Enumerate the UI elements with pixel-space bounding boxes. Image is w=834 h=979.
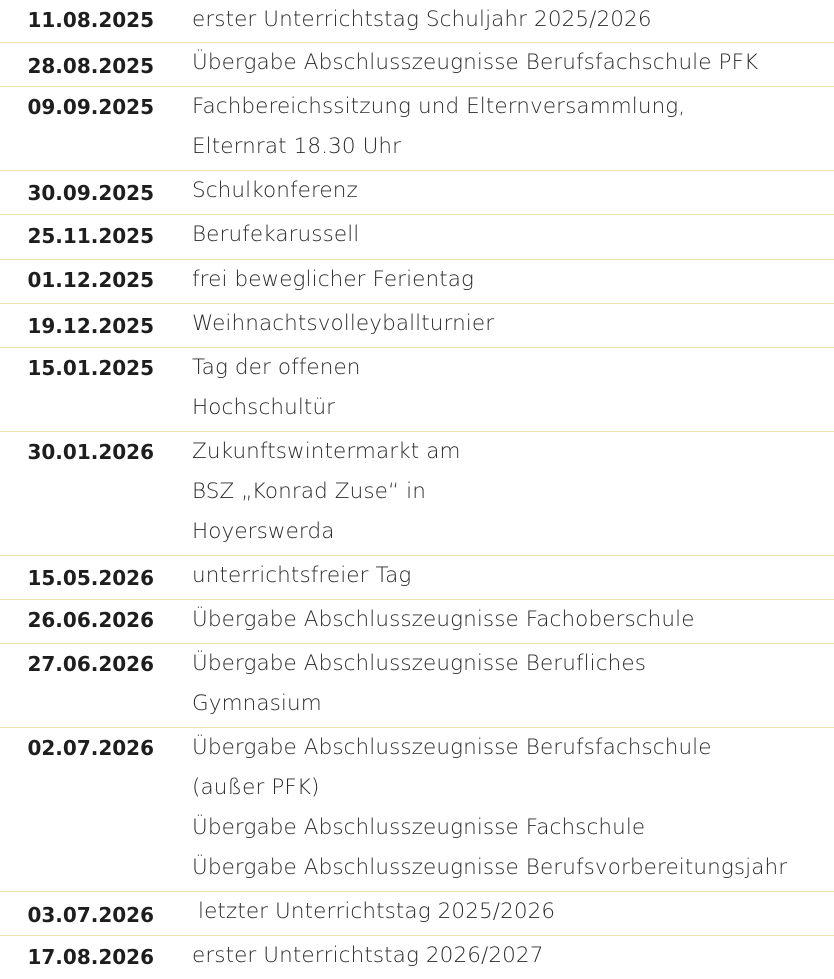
event-description (192, 87, 834, 167)
event-date: 30.09.2025 (27, 181, 154, 205)
event-text-line: Elternrat 18.30 Uhr (192, 134, 402, 159)
event-description (192, 600, 834, 640)
event-text-line: Zukunftswintermarkt am (192, 439, 461, 464)
event-description (192, 892, 834, 932)
event-text-line: Weihnachtsvolleyballturnier (192, 311, 495, 336)
schedule-row (0, 0, 834, 43)
schedule-row (0, 432, 834, 556)
event-date: 02.07.2026 (27, 736, 154, 760)
event-date: 19.12.2025 (27, 314, 154, 338)
event-text-line: Hochschultür (192, 395, 336, 420)
event-text-line: erster Unterrichtstag Schuljahr 2025/2026 (192, 7, 652, 32)
event-text-line: Hoyerswerda (192, 519, 335, 544)
event-description (192, 644, 834, 724)
event-date: 15.05.2026 (27, 566, 154, 590)
event-text-line: Übergabe Abschlusszeugnisse Berufsvorbereitungsjahr (192, 855, 788, 880)
schedule-row (0, 644, 834, 728)
event-date: 27.06.2026 (27, 652, 154, 676)
event-text-line: Fachbereichssitzung und Elternversammlung, (192, 94, 686, 119)
event-text-line: (außer PFK) (192, 775, 320, 800)
event-date: 26.06.2026 (27, 608, 154, 632)
event-description (192, 728, 834, 888)
schedule-row (0, 43, 834, 87)
schedule-row (0, 304, 834, 348)
event-description (192, 43, 834, 83)
event-date: 28.08.2025 (27, 54, 154, 78)
event-description (192, 936, 834, 976)
event-date: 15.01.2025 (27, 356, 154, 380)
event-description (192, 432, 834, 552)
event-description (192, 348, 834, 428)
event-description (192, 556, 834, 596)
event-description (192, 215, 834, 255)
event-text-line: letzter Unterrichtstag 2025/2026 (198, 899, 556, 924)
schedule-row (0, 215, 834, 260)
event-description (192, 171, 834, 211)
event-date: 11.08.2025 (27, 8, 154, 32)
event-text-line: frei beweglicher Ferientag (192, 267, 475, 292)
schedule-row (0, 171, 834, 215)
event-text-line: BSZ „Konrad Zuse“ in (192, 479, 426, 504)
event-date: 09.09.2025 (27, 95, 154, 119)
event-text-line: unterrichtsfreier Tag (192, 563, 412, 588)
schedule-row (0, 348, 834, 432)
event-description (192, 0, 834, 40)
schedule-row (0, 556, 834, 600)
schedule-row (0, 936, 834, 979)
event-text-line: Übergabe Abschlusszeugnisse Fachschule (192, 815, 646, 840)
event-text-line: Tag der offenen (192, 355, 361, 380)
schedule-row (0, 728, 834, 892)
event-text-line: Übergabe Abschlusszeugnisse Berufsfachschule PFK (192, 50, 759, 75)
event-text-line: Übergabe Abschlusszeugnisse Berufliches (192, 651, 647, 676)
event-text-line: Übergabe Abschlusszeugnisse Fachoberschule (192, 607, 695, 632)
event-text-line: Berufekarussell (192, 222, 360, 247)
event-date: 01.12.2025 (27, 268, 154, 292)
schedule-row (0, 892, 834, 936)
event-text-line: Schulkonferenz (192, 178, 358, 203)
event-date: 03.07.2026 (27, 903, 154, 927)
schedule-row (0, 600, 834, 644)
event-text-line: Gymnasium (192, 691, 322, 716)
event-date: 17.08.2026 (27, 945, 154, 969)
event-description (192, 304, 834, 344)
event-text-line: Übergabe Abschlusszeugnisse Berufsfachschule (192, 735, 712, 760)
schedule-row (0, 87, 834, 171)
event-date: 25.11.2025 (27, 224, 154, 248)
event-description (192, 260, 834, 300)
event-text-line: erster Unterrichtstag 2026/2027 (192, 943, 544, 968)
schedule-row (0, 260, 834, 304)
event-date: 30.01.2026 (27, 440, 154, 464)
